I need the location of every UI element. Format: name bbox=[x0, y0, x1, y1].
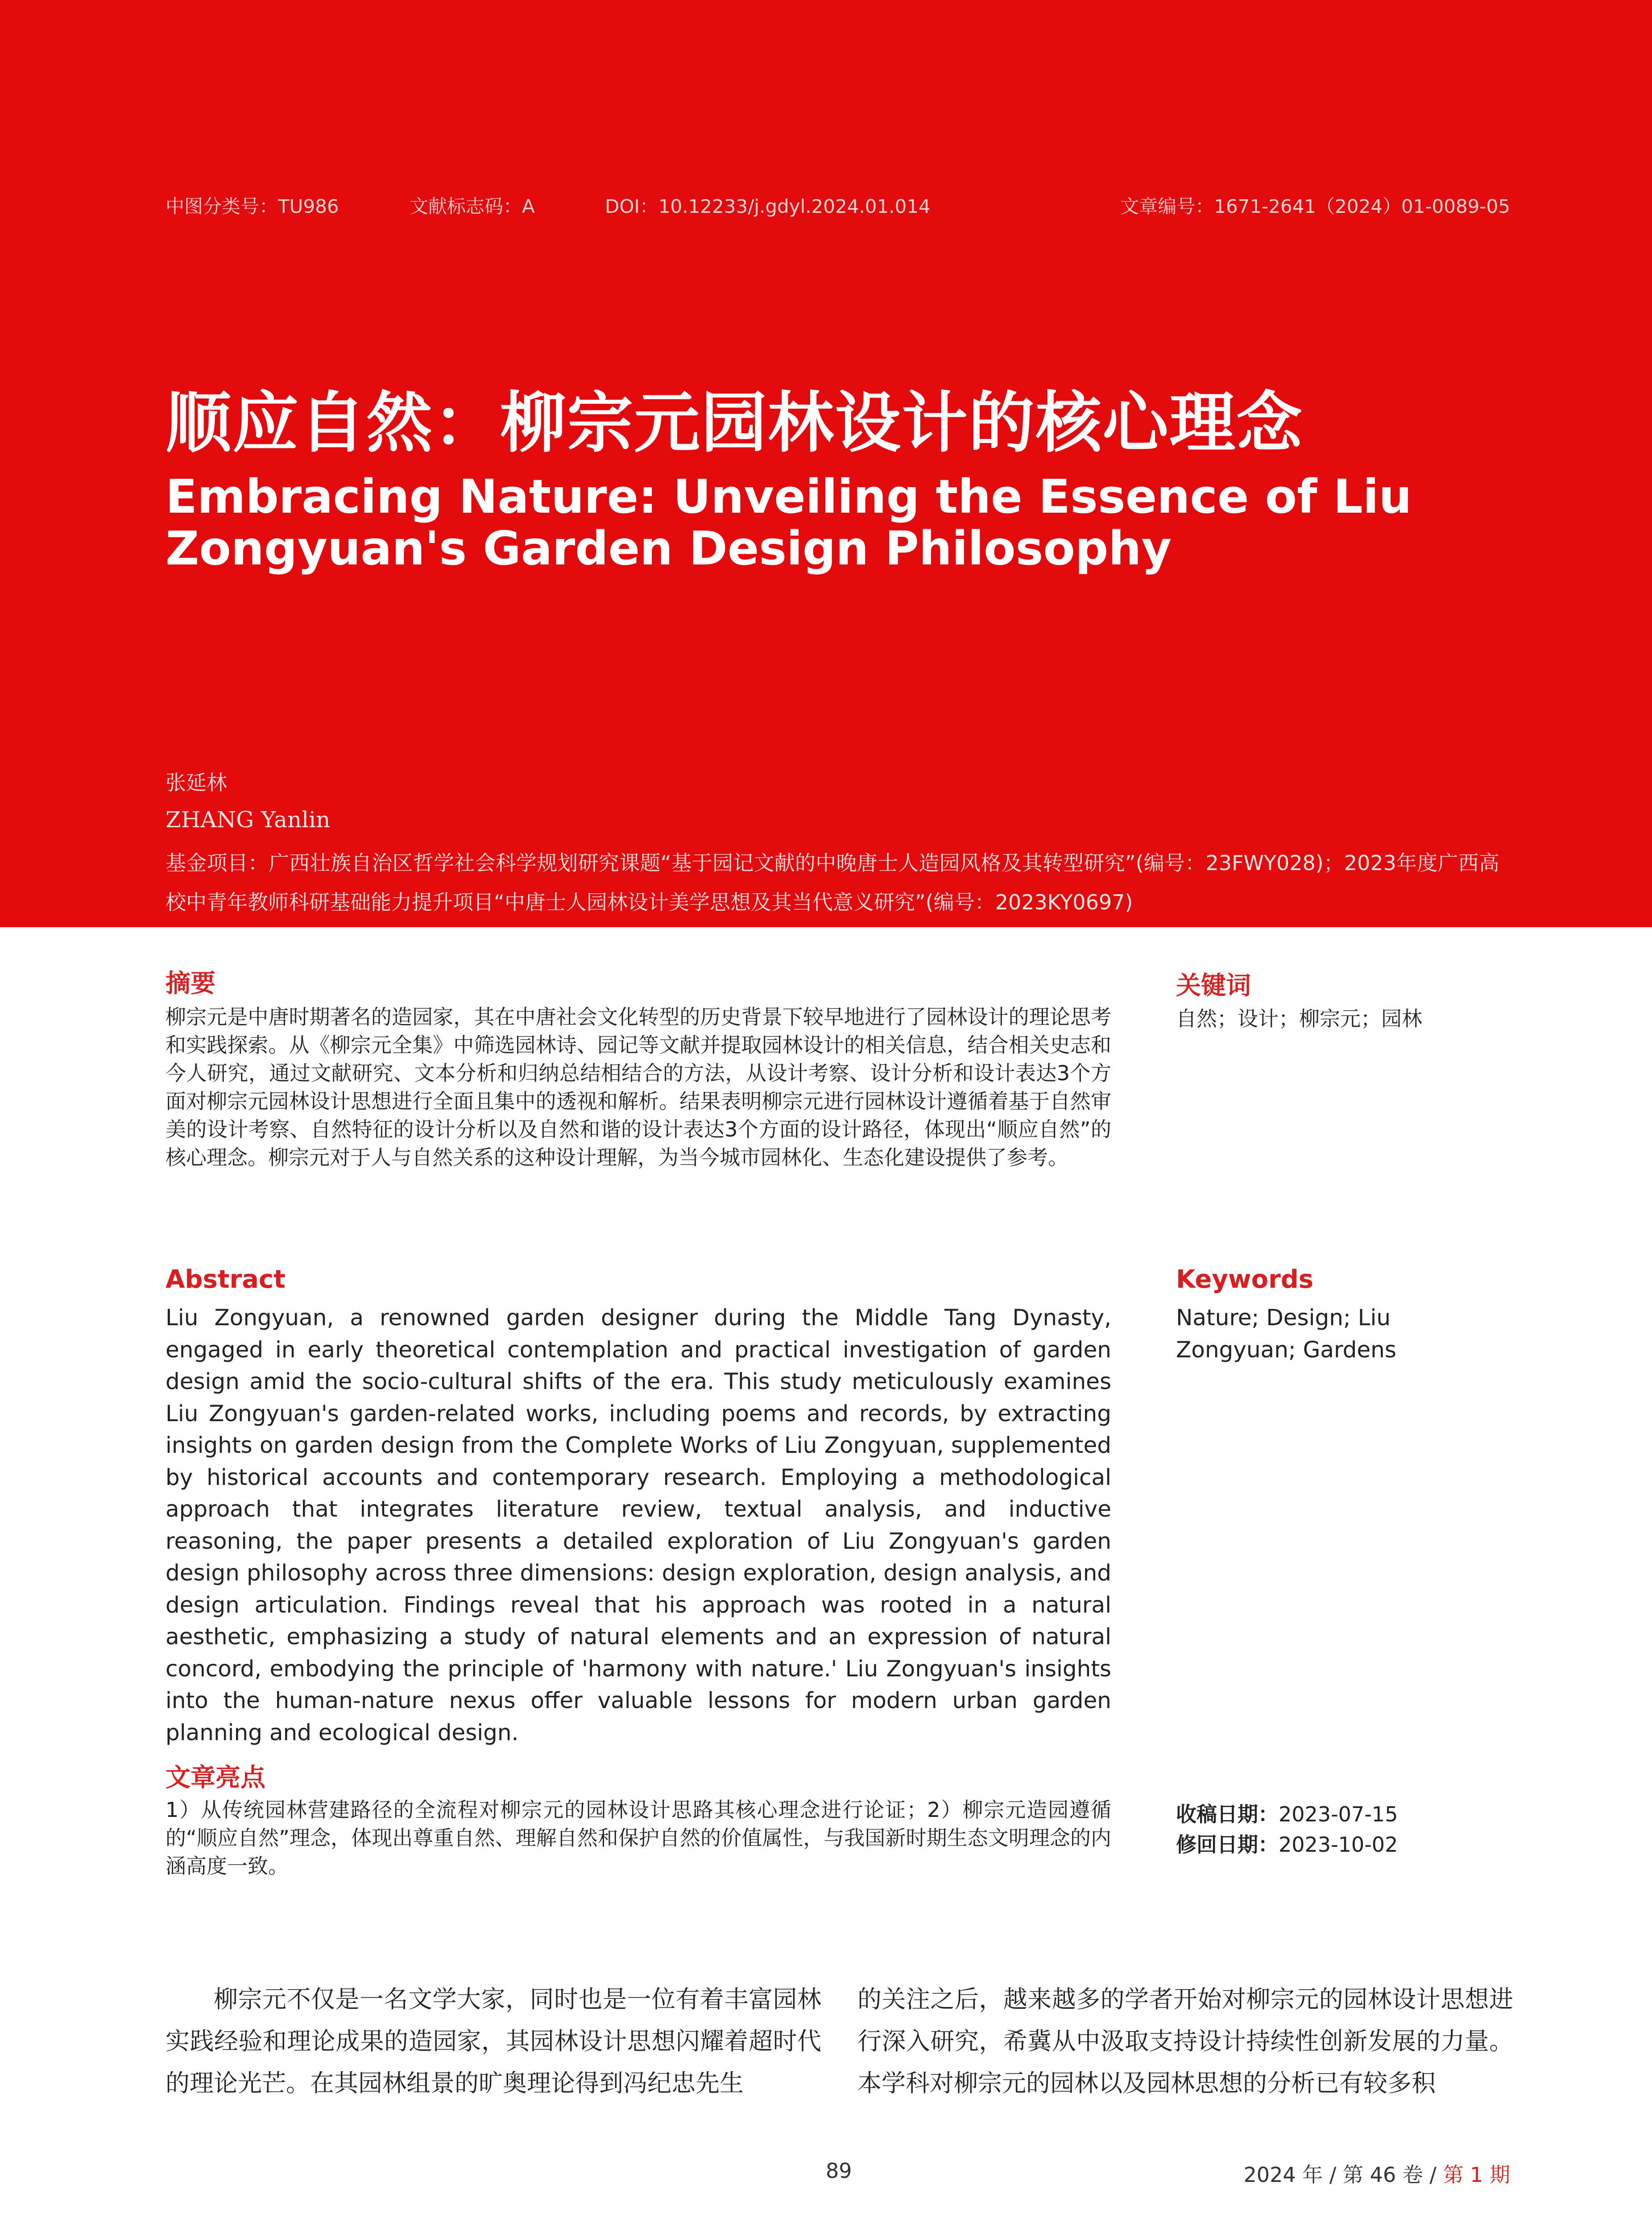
keywords-en-heading: Keywords bbox=[1176, 1265, 1314, 1294]
abstract-cn-text: 柳宗元是中唐时期著名的造园家，其在中唐社会文化转型的历史背景下较早地进行了园林设计的理论思考和实践探索。从《柳宗元全集》中筛选园林诗、园记等文献并提取园林设计的相关信息，结合相关史志和今人研究，通过文献研究、文本分析和归纳总结相结合的方法，从设计考察、设计分析和设计表达3个方面对柳宗元园林设计思想进行全面且集中的透视和解析。结果表明柳宗元进行园林设计遵循着基于自然审美的设计考察、自然特征的设计分析以及自然和谐的设计表达3个方面的设计路径，体现出“顺应自然”的核心理念。柳宗元对于人与自然关系的这种设计理解，为当今城市园林化、生态化建设提供了参考。 bbox=[166, 1005, 1111, 1169]
journal-issue bbox=[1244, 2159, 1510, 2188]
issue-prefix: 2024 年 / 第 46 卷 / bbox=[1243, 2163, 1443, 2187]
page-number: 89 bbox=[826, 2159, 852, 2183]
author-english: ZHANG Yanlin bbox=[166, 807, 331, 833]
revised-date-value: 2023-10-02 bbox=[1279, 1833, 1398, 1857]
abstract-en-heading: Abstract bbox=[166, 1265, 286, 1294]
fund-info: 基金项目：广西壮族自治区哲学社会科学规划研究课题“基于园记文献的中晚唐士人造园风格及其转型研究”(编号：23FWY028)；2023年度广西高校中青年教师科研基础能力提升项目“中唐士人园林设计美学思想及其当代意义研究”(编号：2023KY0697) bbox=[166, 851, 1499, 914]
received-date-label: 收稿日期： bbox=[1176, 1802, 1279, 1826]
author-chinese: 张延林 bbox=[166, 771, 227, 795]
abstract-cn-heading: 摘要 bbox=[166, 969, 215, 998]
keywords-en-text: Nature; Design; Liu Zongyuan; Gardens bbox=[1176, 1305, 1396, 1363]
received-date bbox=[1176, 1798, 1398, 1828]
abstract-en-text: Liu Zongyuan, a renowned garden designer during the Middle Tang Dynasty, engaged in early theoretical contemplation and practical investigation of garden design amid the socio-cultural shifts of the era. This study meticulously examines Liu Zongyuan's garden-related works, including poems and records, by extracting insights on garden design from the Complete Works of Liu Zongyuan, supplemented by historical accounts and contemporary research. Employing a methodological approach that integrates literature review, textual analysis, and inductive reasoning, the paper presents a detailed exploration of Liu Zongyuan's garden design philosophy across three dimensions: design exploration, design analysis, and design articulation. Findings reveal that his approach was rooted in a natural aesthetic, emphasizing a study of natural elements and an expression of natural concord, embodying the principle of 'harmony with nature.' Liu Zongyuan's insights into the human-nature nexus offer valuable lessons for modern urban garden planning and ecological design. bbox=[166, 1305, 1111, 1746]
doi: DOI：10.12233/j.gdyl.2024.01.014 bbox=[605, 195, 931, 217]
highlights-heading: 文章亮点 bbox=[166, 1763, 265, 1792]
keywords-cn-heading: 关键词 bbox=[1176, 971, 1251, 1000]
title-english: Embracing Nature: Unveiling the Essence of Liu Zongyuan's Garden Design Philosophy bbox=[166, 469, 1412, 576]
body-column-2: 的关注之后，越来越多的学者开始对柳宗元的园林设计思想进行深入研究，希冀从中汲取支持设计持续性创新发展的力量。本学科对柳宗元的园林以及园林思想的分析已有较多积 bbox=[857, 1985, 1513, 2097]
revised-date bbox=[1176, 1829, 1398, 1858]
article-number: 文章编号：1671-2641（2024）01-0089-05 bbox=[1120, 195, 1510, 217]
document-code: 文献标志码：A bbox=[410, 195, 535, 217]
title-chinese: 顺应自然：柳宗元园林设计的核心理念 bbox=[166, 385, 1303, 461]
clc-number: 中图分类号：TU986 bbox=[166, 195, 339, 217]
received-date-value: 2023-07-15 bbox=[1279, 1802, 1398, 1826]
revised-date-label: 修回日期： bbox=[1176, 1833, 1279, 1857]
body-column-1: 柳宗元不仅是一名文学大家，同时也是一位有着丰富园林实践经验和理论成果的造园家，其园林设计思想闪耀着超时代的理论光芒。在其园林组景的旷奥理论得到冯纪忠先生 bbox=[166, 1985, 821, 2097]
issue-number: 第 1 期 bbox=[1443, 2163, 1510, 2187]
highlights-text: 1）从传统园林营建路径的全流程对柳宗元的园林设计思路其核心理念进行论证；2）柳宗元造园遵循的“顺应自然”理念，体现出尊重自然、理解自然和保护自然的价值属性，与我国新时期生态文明理念的内涵高度一致。 bbox=[166, 1798, 1111, 1878]
keywords-cn-text: 自然；设计；柳宗元；园林 bbox=[1176, 1007, 1422, 1031]
